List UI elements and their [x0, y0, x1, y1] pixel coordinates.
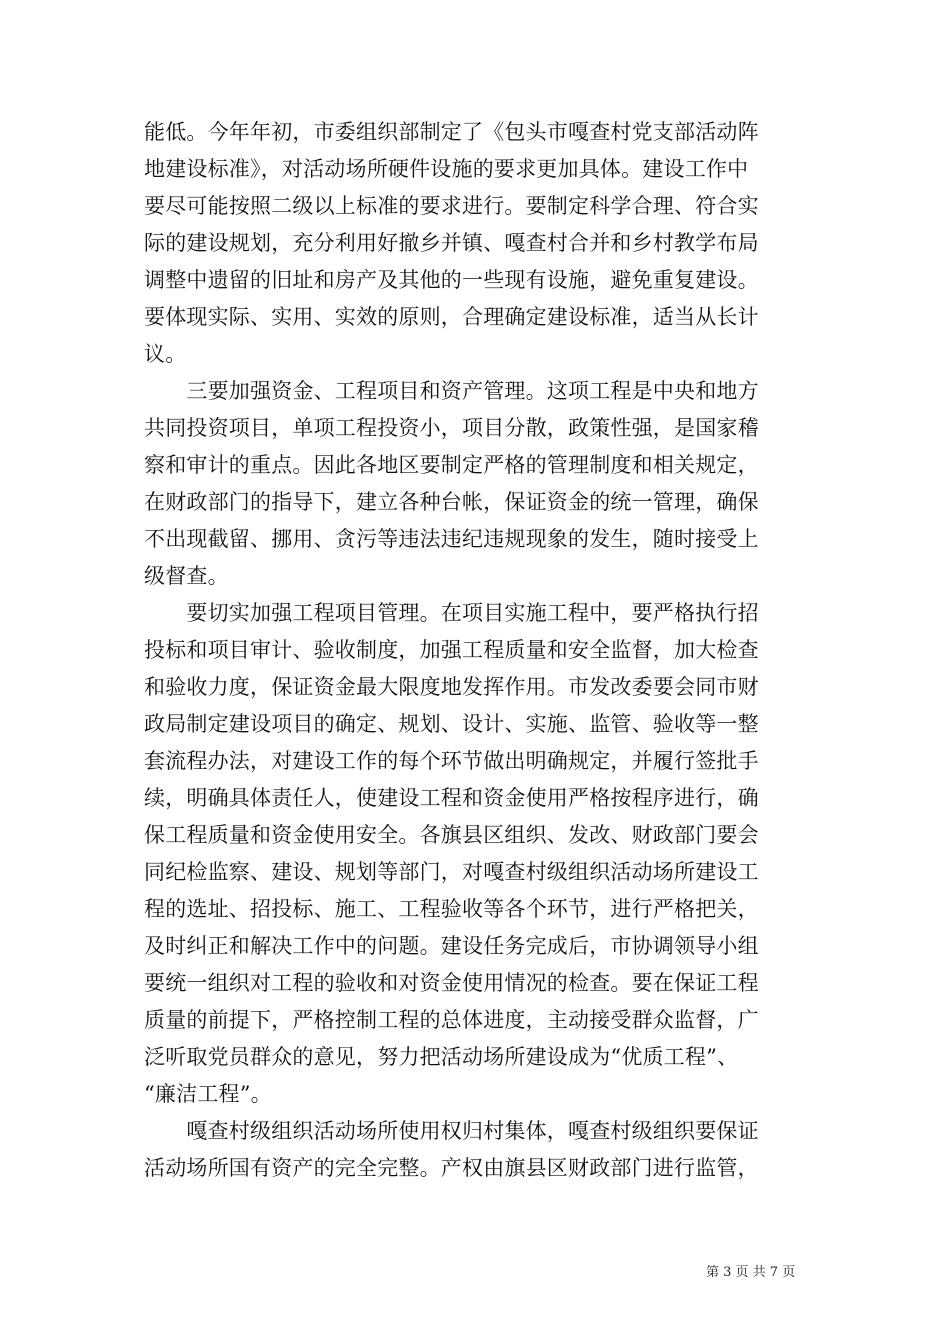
text-line: 投标和项目审计、验收制度，加强工程质量和安全监督，加大检查	[144, 638, 759, 662]
text-line: 级督查。	[144, 564, 229, 588]
text-line: 能低。今年年初，市委组织部制定了《包头市嘎查村党支部活动阵	[144, 120, 759, 144]
page-number-footer: 第 3 页 共 7 页	[706, 1265, 796, 1280]
text-line: 泛听取党员群众的意见，努力把活动场所建设成为“优质工程”、	[144, 1045, 739, 1069]
text-line: 嘎查村级组织活动场所使用权归村集体，嘎查村级组织要保证	[144, 1119, 759, 1143]
text-line: 政局制定建设项目的确定、规划、设计、实施、监管、验收等一整	[144, 712, 759, 736]
text-line: “廉洁工程”。	[144, 1082, 272, 1106]
text-line: 和验收力度，保证资金最大限度地发挥作用。市发改委要会同市财	[144, 675, 759, 699]
text-line: 活动场所国有资产的完全完整。产权由旗县区财政部门进行监管，	[144, 1156, 759, 1180]
text-line: 在财政部门的指导下，建立各种台帐，保证资金的统一管理，确保	[144, 490, 759, 514]
text-line: 不出现截留、挪用、贪污等违法违纪违规现象的发生，随时接受上	[144, 527, 759, 551]
text-line: 同纪检监察、建设、规划等部门，对嘎查村级组织活动场所建设工	[144, 860, 759, 884]
text-line: 共同投资项目，单项工程投资小，项目分散，政策性强，是国家稽	[144, 416, 759, 440]
text-line: 质量的前提下，严格控制工程的总体进度，主动接受群众监督，广	[144, 1008, 759, 1032]
text-line: 际的建设规划，充分利用好撤乡并镇、嘎查村合并和乡村教学布局	[144, 231, 759, 255]
text-line: 要体现实际、实用、实效的原则，合理确定建设标准，适当从长计	[144, 305, 759, 329]
text-line: 及时纠正和解决工作中的问题。建设任务完成后，市协调领导小组	[144, 934, 759, 958]
text-line: 续，明确具体责任人，使建设工程和资金使用严格按程序进行，确	[144, 786, 759, 810]
text-line: 要统一组织对工程的验收和对资金使用情况的检查。要在保证工程	[144, 971, 759, 995]
text-line: 三要加强资金、工程项目和资产管理。这项工程是中央和地方	[144, 379, 759, 403]
document-body	[144, 114, 806, 1187]
text-line: 要切实加强工程项目管理。在项目实施工程中，要严格执行招	[144, 601, 759, 625]
text-line: 程的选址、招投标、施工、工程验收等各个环节，进行严格把关，	[144, 897, 759, 921]
text-line: 议。	[144, 342, 187, 366]
text-line: 调整中遗留的旧址和房产及其他的一些现有设施，避免重复建设。	[144, 268, 759, 292]
text-line: 套流程办法，对建设工作的每个环节做出明确规定，并履行签批手	[144, 749, 759, 773]
text-line: 察和审计的重点。因此各地区要制定严格的管理制度和相关规定，	[144, 453, 759, 477]
text-line: 地建设标准》，对活动场所硬件设施的要求更加具体。建设工作中	[144, 157, 749, 181]
text-line: 要尽可能按照二级以上标准的要求进行。要制定科学合理、符合实	[144, 194, 759, 218]
text-line: 保工程质量和资金使用安全。各旗县区组织、发改、财政部门要会	[144, 823, 759, 847]
